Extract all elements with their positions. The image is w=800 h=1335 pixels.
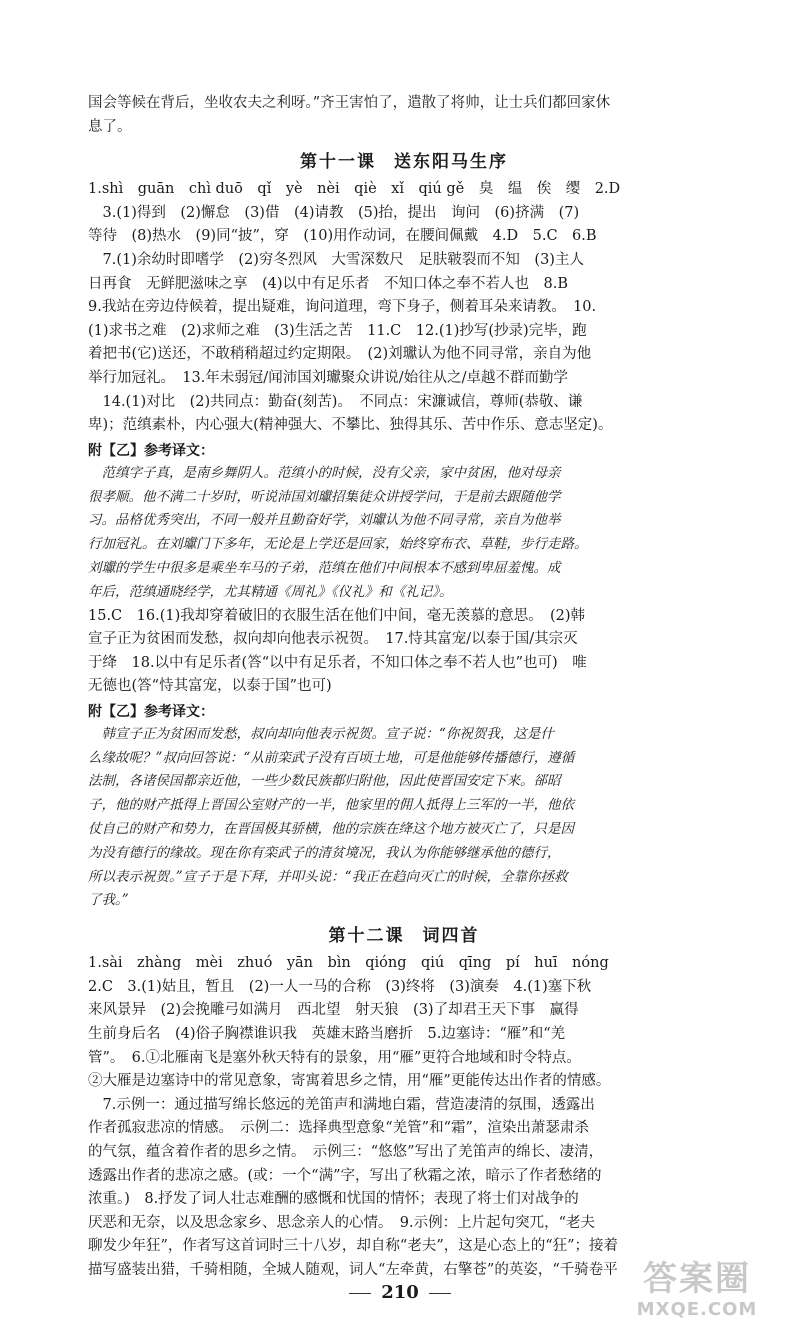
answer-line: 宣子正为贫困而发愁，叔向却向他表示祝贺。 17.恃其富宠/以泰于国/其宗灭: [88, 631, 578, 648]
translation-line: 所以表示祝贺。”宣子于是下拜，并叩头说：“我正在趋向灭亡的时候，全靠你拯救: [88, 868, 568, 885]
answer-line: 着把书(它)送还，不敢稍稍超过约定期限。 (2)刘瓛认为他不同寻常，亲自为他: [88, 346, 592, 363]
translation-line: 法制，各诸侯国都亲近他，一些少数民族都归附他，因此使晋国安定下来。郤昭: [88, 773, 561, 790]
lesson-11-answers-2: [88, 605, 720, 699]
answer-line: 作者孤寂悲凉的情感。 示例二：选择典型意象“羌管”和“霜”，渲染出萧瑟肃杀: [88, 1120, 589, 1137]
answer-line: 3.(1)得到 (2)懈怠 (3)借 (4)请教 (5)抬，提出 询问 (6)挤满 (7): [88, 204, 580, 221]
translation-line: 习。品格优秀突出，不同一般并且勤奋好学，刘瓛认为他不同寻常，亲自为他举: [88, 512, 561, 529]
translation-line: 韩宣子正为贫困而发愁，叔向却向他表示祝贺。宣子说：“你祝贺我，这是什: [88, 725, 554, 742]
answer-line: 厌恶和无奈，以及思念家乡、思念亲人的心情。 9.示例：上片起句突兀，“老夫: [88, 1214, 595, 1231]
lesson-11-subtitle: 送东阳马生序: [394, 152, 508, 173]
page-number-text: 210: [381, 1282, 419, 1303]
watermark-url: MXQE.COM: [636, 1299, 758, 1320]
answer-line: 浓重。) 8.抒发了词人壮志难酬的感慨和忧国的情怀；表现了将士们对战争的: [88, 1191, 579, 1208]
watermark-logo: [612, 1259, 782, 1329]
answer-line: 1.shì guān chì duō qǐ yè nèi qiè xǐ qiú gě 臭 缊 俟 缨 2.D: [88, 181, 621, 198]
answer-line: ②大雁是边塞诗中的常见意象，寄寓着思乡之情，用“雁”更能传达出作者的情感。: [88, 1073, 611, 1090]
answer-line: 的气氛，蕴含着作者的思乡之情。 示例三：“悠悠”写出了羌笛声的绵长、凄清，: [88, 1144, 604, 1160]
answer-line: 9.我站在旁边侍候着，提出疑难，询问道理，弯下身子，侧着耳朵来请教。 10.: [88, 299, 597, 316]
translation-line: 很孝顺。他不满二十岁时，听说沛国刘瓛招集徒众讲授学问，于是前去跟随他学: [88, 488, 561, 505]
answer-line: 生前身后名 (4)俗子胸襟谁识我 英雄末路当磨折 5.边塞诗：“雁”和“羌: [88, 1026, 566, 1043]
translation-2: [88, 723, 720, 913]
lesson-11-heading: [88, 147, 720, 172]
answer-line: 透露出作者的悲凉之感。(或：一个“满”字，写出了秋霜之浓，暗示了作者愁绪的: [88, 1167, 602, 1184]
answer-line: 7.(1)余幼时即嗜学 (2)穷冬烈风 大雪深数尺 足肤皲裂而不知 (3)主人: [88, 251, 584, 268]
answer-line: (1)求书之难 (2)求师之难 (3)生活之苦 11.C 12.(1)抄写(抄录)完毕，跑: [88, 322, 587, 339]
lesson-12-answers: [88, 952, 720, 1282]
answer-line: 15.C 16.(1)我却穿着破旧的衣服生活在他们中间，毫无羡慕的意思。 (2)韩: [88, 607, 586, 624]
answer-line: 无德也(答“恃其富宠，以泰于国”也可): [88, 678, 332, 695]
translation-line: 子，他的财产抵得上晋国公室财产的一半，他家里的佣人抵得上三军的一半，他依: [88, 797, 574, 814]
translation-line: 仗自己的财产和势力，在晋国极其骄横，他的宗族在绛这个地方被灭亡了，只是因: [88, 821, 574, 838]
answer-line: 日再食 无鲜肥滋味之享 (4)以中有足乐者 不知口体之奉不若人也 8.B: [88, 275, 569, 292]
answer-line: 聊发少年狂”，作者写这首词时三十八岁，却自称“老夫”，这是心态上的“狂”；接着: [88, 1238, 619, 1255]
translation-line: 为没有德行的缘故。现在你有栾武子的清贫境况，我认为你能够继承他的德行，: [88, 844, 561, 861]
answer-line: 于绛 18.以中有足乐者(答“以中有足乐者，不知口体之奉不若人也”也可) 唯: [88, 654, 587, 671]
translation-line: 刘瓛的学生中很多是乘坐车马的子弟，范缜在他们中间根本不感到卑屈羞愧。成: [88, 559, 561, 576]
answer-line: 来风景异 (2)会挽雕弓如满月 西北望 射天狼 (3)了却君王天下事 赢得: [88, 1002, 579, 1019]
translation-line: 么缘故呢？”叔向回答说：“从前栾武子没有百顷土地，可是他能够传播德行，遵循: [88, 749, 575, 766]
translation-line: 行加冠礼。在刘瓛门下多年，无论是上学还是回家，始终穿布衣、草鞋，步行走路。: [88, 536, 588, 553]
page-number-dash-left: [349, 1293, 371, 1294]
answer-line: 1.sài zhàng mèi zhuó yān bìn qióng qiú qīng pí huī nóng: [88, 955, 609, 972]
translation-line: 范缜字子真，是南乡舞阴人。范缜小的时候，没有父亲，家中贫困，他对母亲: [88, 464, 561, 481]
watermark-text: 答案圈: [643, 1259, 751, 1299]
intro-line-1: 国会等候在背后，坐收农夫之利呀。”齐王害怕了，遣散了将帅，让士兵们都回家休: [88, 95, 611, 111]
translation-line: 了我。”: [88, 892, 129, 909]
answer-line: 2.C 3.(1)姑且，暂且 (2)一人一马的合称 (3)终将 (3)演奏 4.(1)塞下秋: [88, 978, 592, 995]
intro-line-2: 息了。: [88, 118, 132, 135]
answer-line: 举行加冠礼。 13.年未弱冠/闻沛国刘瓛聚众讲说/始往从之/卓越不群而勤学: [88, 369, 568, 386]
appendix-heading-1: 附【乙】参考译文：: [88, 442, 214, 459]
answer-line: 描写盛装出猎，千骑相随，全城人随观，词人“左牵黄，右擎苍”的英姿，“千骑卷平: [88, 1261, 618, 1278]
answer-line: 等待 (8)热水 (9)同“披”，穿 (10)用作动词，在腰间佩戴 4.D 5.C 6.B: [88, 228, 597, 245]
translation-line: 年后，范缜通晓经学，尤其精通《周礼》《仪礼》和《礼记》。: [88, 583, 453, 600]
answer-line: 卑)；范缜素朴，内心强大(精神强大、不攀比、独得其乐、苦中作乐、意志坚定)。: [88, 417, 613, 434]
lesson-11-title: 第十一课: [300, 152, 376, 173]
answer-line: 管”。 6.①北雁南飞是塞外秋天特有的景象，用“雁”更符合地域和时令特点。: [88, 1049, 581, 1066]
lesson-12-title: 第十二课: [328, 926, 405, 947]
lesson-12-heading: [88, 921, 720, 946]
answer-line: 7.示例一：通过描写绵长悠远的羌笛声和满地白霜，营造凄清的氛围，透露出: [88, 1096, 595, 1113]
lesson-12-subtitle: 词四首: [422, 926, 480, 947]
answer-line: 14.(1)对比 (2)共同点：勤奋(刻苦)。 不同点：宋濂诚信，尊师(恭敬、谦: [88, 393, 583, 410]
appendix-heading-2: 附【乙】参考译文：: [88, 703, 214, 720]
translation-1: [88, 462, 720, 605]
lesson-11-answers: [88, 178, 720, 438]
page-number-dash-right: [429, 1293, 451, 1294]
page-body: [88, 92, 720, 1283]
